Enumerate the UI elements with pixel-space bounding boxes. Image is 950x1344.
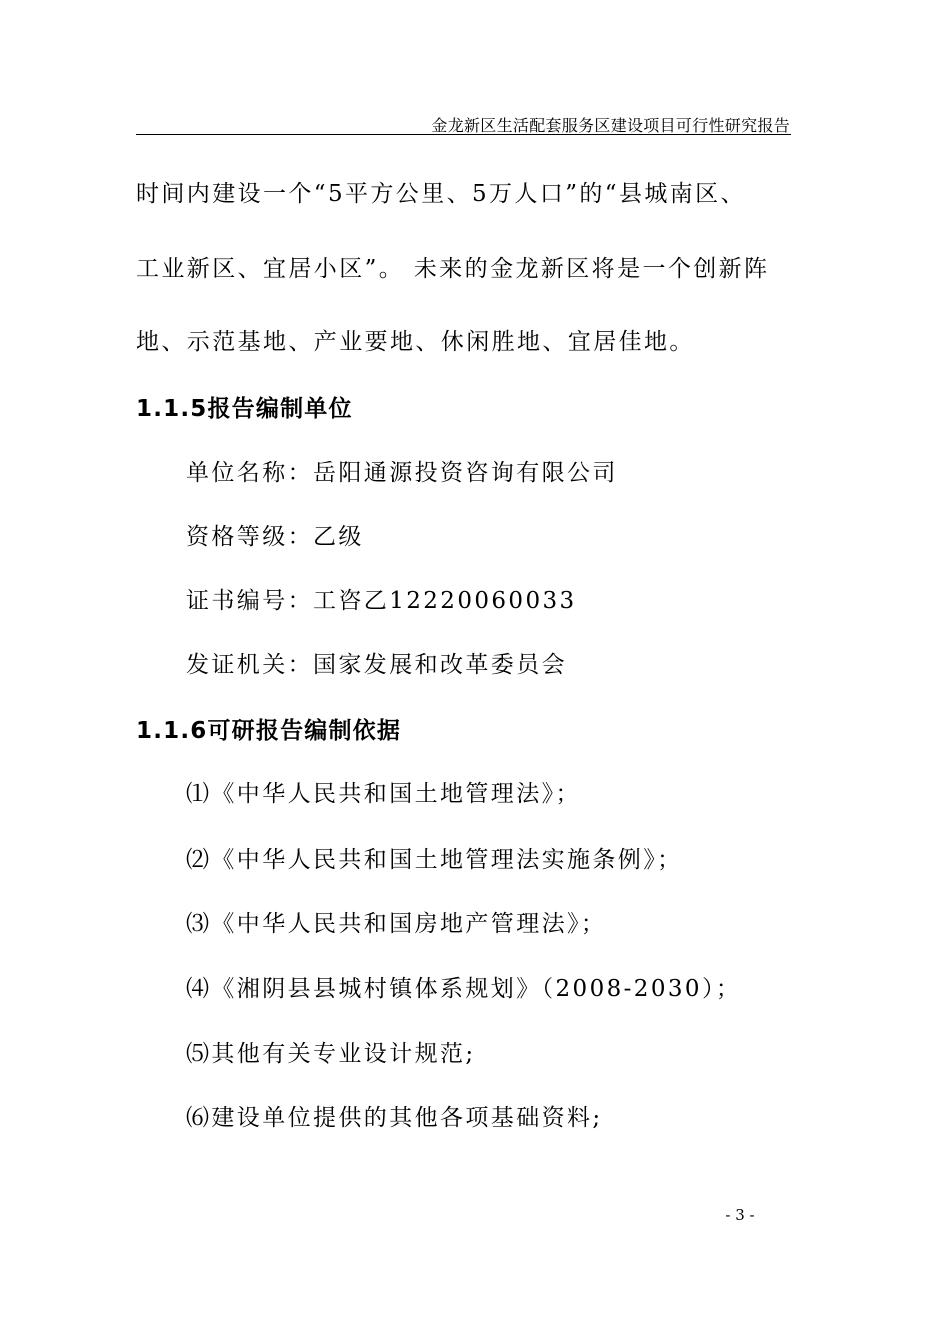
basis-item-6: ⑹建设单位提供的其他各项基础资料; [186,1105,603,1131]
basis-item-5: ⑸其他有关专业设计规范; [186,1041,476,1067]
paragraph-line-3: 地、示范基地、产业要地、休闲胜地、宜居佳地。 [136,329,695,355]
basis-item-2: ⑵《中华人民共和国土地管理法实施条例》； [186,847,683,873]
issuing-authority-line: 发证机关：国家发展和改革委员会 [186,652,567,678]
header-divider [136,134,791,135]
paragraph-line-2: 工业新区、宜居小区”。 未来的金龙新区将是一个创新阵 [136,256,770,282]
basis-item-1: ⑴《中华人民共和国土地管理法》； [186,781,581,807]
paragraph-line-1: 时间内建设一个“5平方公里、5万人口”的“县城南区、 [136,181,746,207]
certificate-number-line: 证书编号：工咨乙12220060033 [186,588,577,614]
running-header-title: 金龙新区生活配套服务区建设项目可行性研究报告 [431,116,790,135]
unit-name-line: 单位名称：岳阳通源投资咨询有限公司 [186,460,618,486]
basis-item-4: ⑷《湘阴县县城村镇体系规划》（2008-2030）； [186,976,742,1002]
qualification-level-line: 资格等级：乙级 [186,524,364,550]
section-heading-116: 1.1.6可研报告编制依据 [136,718,402,744]
page-number: - 3 - [725,1206,755,1224]
basis-item-3: ⑶《中华人民共和国房地产管理法》； [186,911,607,937]
section-heading-115: 1.1.5报告编制单位 [136,396,353,422]
